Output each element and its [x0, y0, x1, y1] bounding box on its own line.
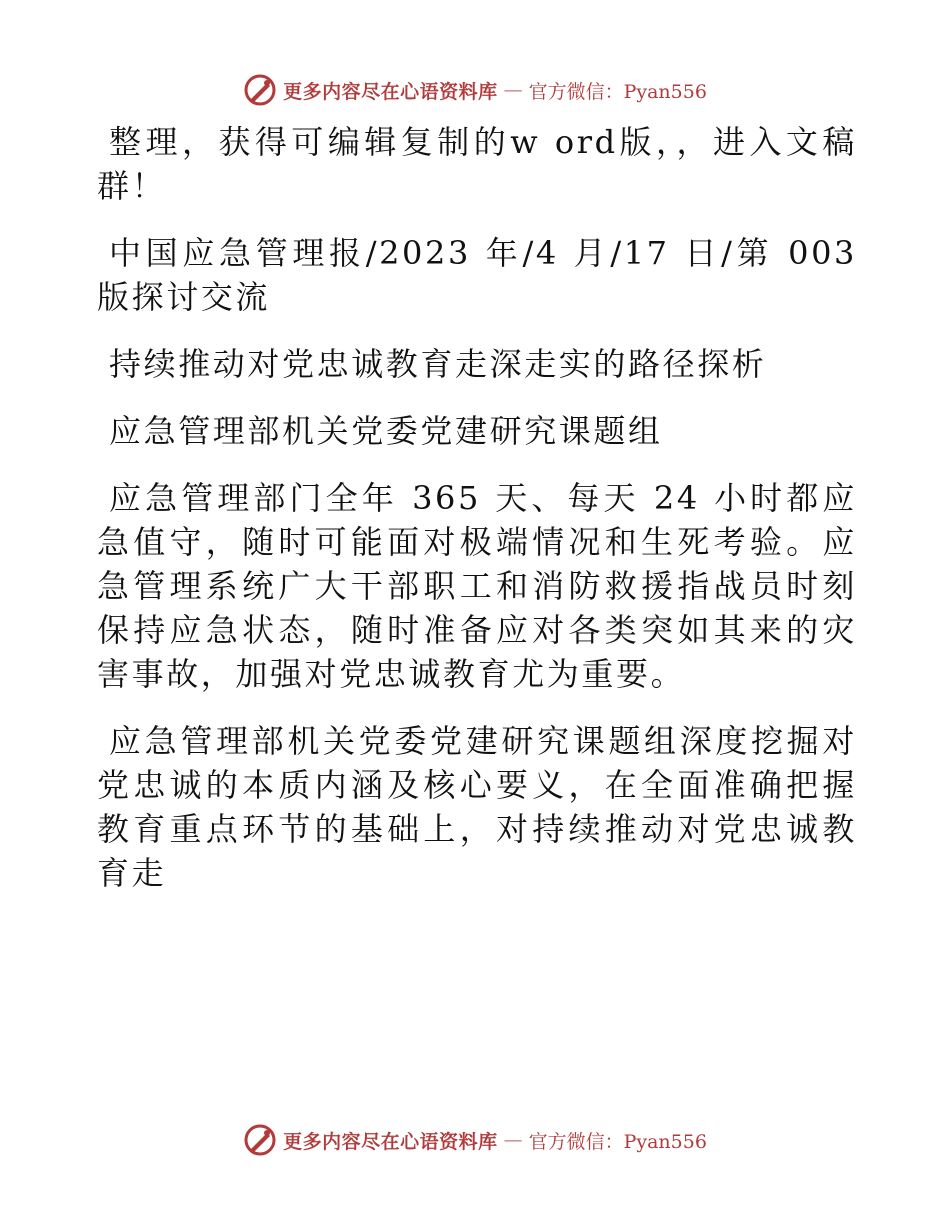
banner-dash: — — [503, 79, 523, 101]
document-body — [97, 120, 857, 895]
footer-watermark-banner — [0, 1120, 950, 1160]
article-title: 持续推动对党忠诚教育走深走实的路径探析 — [109, 345, 767, 383]
header-watermark-banner — [0, 70, 950, 110]
source-line: 中国应急管理报/2023 年/4 月/17 日/第 003 版探讨交流 — [97, 234, 857, 316]
article-author: 应急管理部机关党委党建研究课题组 — [109, 412, 663, 450]
body-paragraph: 应急管理部机关党委党建研究课题组深度挖掘对党忠诚的本质内涵及核心要义，在全面准确把握教育重点环节的基础上，对持续推动对党忠诚教育走 — [97, 722, 857, 892]
logo-icon — [243, 1123, 277, 1157]
banner-wechat-text: 官方微信：Pyan556 — [528, 1130, 707, 1153]
banner-dash: — — [503, 1129, 523, 1151]
banner-wechat-text: 官方微信：Pyan556 — [528, 80, 707, 103]
logo-icon — [243, 73, 277, 107]
banner-main-text: 更多内容尽在心语资料库 — [283, 1130, 498, 1153]
intro-paragraph: 整理，获得可编辑复制的w ord版，，进入文稿群！ — [97, 123, 857, 205]
body-paragraph: 应急管理部门全年 365 天、每天 24 小时都应急值守，随时可能面对极端情况和生死考验。应急管理系统广大干部职工和消防救援指战员时刻保持应急状态，随时准备应对各类突如其来的灾害事故，加强对党忠诚教育尤为重要。 — [97, 479, 857, 693]
banner-main-text: 更多内容尽在心语资料库 — [283, 80, 498, 103]
